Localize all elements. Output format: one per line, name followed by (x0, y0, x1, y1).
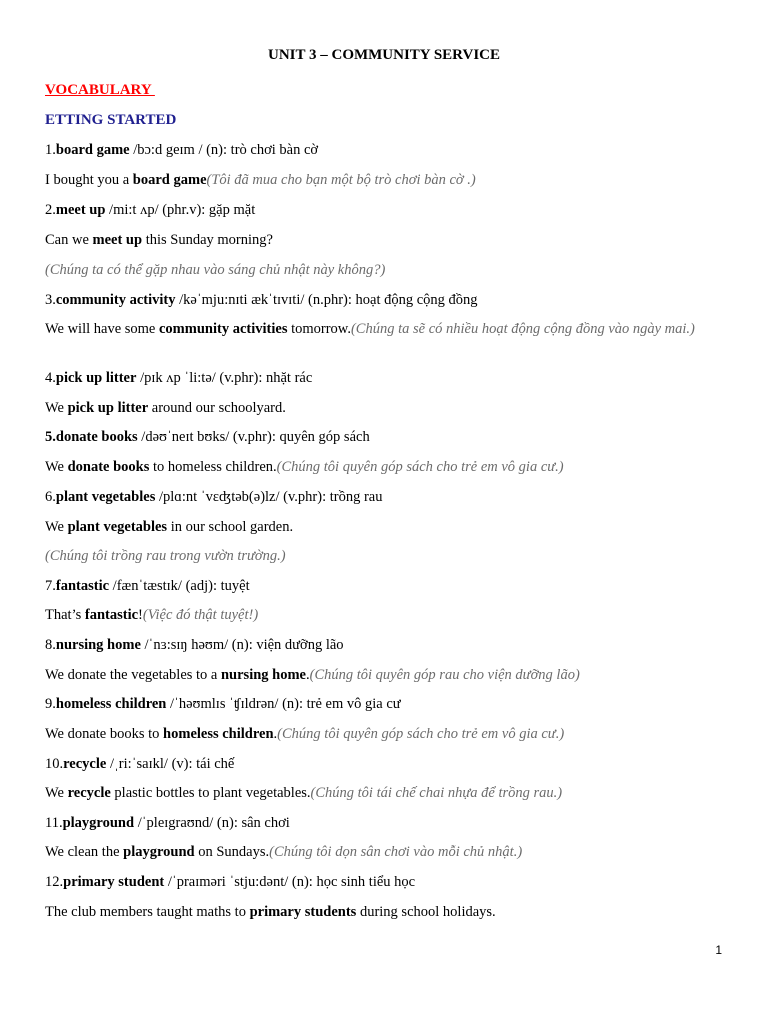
example-text: in our school garden. (167, 519, 294, 535)
example-translation: (Chúng tôi tái chế chai nhựa để trồng rau.) (310, 785, 563, 801)
vocab-entry-4 (45, 369, 705, 388)
entry-number: 1. (45, 142, 56, 158)
entry-number: 3. (45, 292, 56, 308)
entry-term: nursing home (55, 637, 141, 653)
entry-definition: /ˈpleɪgraʊnd/ (n): sân chơi (134, 815, 290, 831)
entry-term: meet up (55, 202, 106, 218)
example-term: playground (123, 844, 195, 860)
example-text: tomorrow. (287, 321, 351, 337)
entry-definition: /pɪk ʌp ˈli:tə/ (v.phr): nhặt rác (136, 370, 313, 386)
entry-number: 4. (45, 370, 56, 386)
vocab-entry-7 (45, 577, 705, 596)
vocab-entry-5 (45, 428, 705, 447)
vocab-entry-11 (45, 814, 705, 833)
example-text: . (273, 726, 278, 742)
example-text: I bought you a (45, 172, 133, 188)
example-term: community activities (159, 321, 288, 337)
vocab-entry-8 (45, 636, 705, 655)
entry-number: 2. (45, 202, 56, 218)
vocab-entry-1 (45, 141, 705, 160)
example-translation: (Chúng tôi quyên góp sách cho trẻ em vô gia cư.) (277, 726, 565, 742)
vocab-entry-3 (45, 291, 705, 310)
example-translation: (Chúng tôi dọn sân chơi vào mỗi chủ nhật.) (269, 844, 523, 860)
page-title: UNIT 3 – COMMUNITY SERVICE (268, 47, 500, 63)
entry-number: 5. (45, 429, 56, 445)
entry-number: 6. (45, 489, 56, 505)
example-sentence-5 (45, 458, 705, 477)
example-text: . (306, 667, 310, 683)
entry-term: primary student (63, 874, 165, 890)
entry-term: plant vegetables (55, 489, 156, 505)
example-sentence-10 (45, 784, 705, 803)
example-sentence-3 (45, 320, 705, 339)
entry-definition: /plɑ:nt ˈvɛʤtəb(ə)lz/ (v.phr): trồng rau (155, 489, 383, 505)
entry-number: 7. (45, 578, 56, 594)
entry-number: 12. (45, 874, 64, 890)
entry-term: playground (62, 815, 135, 831)
entry-definition: /ˈhəʊmlɪs ˈʧɪldrən/ (n): trẻ em vô gia cư (166, 696, 401, 712)
example-text: around our schoolyard. (148, 400, 286, 416)
entry-definition: /ˌri:ˈsaɪkl/ (v): tái chế (106, 756, 235, 772)
example-sentence-4 (45, 399, 705, 418)
page-number: 1 (715, 943, 722, 957)
entry-term: donate books (55, 429, 138, 445)
example-term: donate books (67, 459, 150, 475)
example-sentence-2 (45, 231, 705, 250)
example-text: We (45, 519, 68, 535)
example-text: We clean the (45, 844, 124, 860)
entry-definition: /ˈpraɪməri ˈstju:dənt/ (n): học sinh tiểu học (164, 874, 416, 890)
example-translation: (Chúng tôi quyên góp sách cho trẻ em vô gia cư.) (276, 459, 564, 475)
vocab-entry-2 (45, 201, 705, 220)
vocab-entry-9 (45, 695, 705, 714)
example-text: The club members taught maths to (45, 904, 250, 920)
entry-definition: /bɔ:d geɪm / (n): trò chơi bàn cờ (129, 142, 319, 158)
example-text: We (45, 459, 68, 475)
example-term: board game (132, 172, 207, 188)
entry-term: community activity (55, 292, 176, 308)
example-translation: (Tôi đã mua cho bạn một bộ trò chơi bàn cờ .) (206, 172, 476, 188)
example-text: to homeless children. (149, 459, 277, 475)
entry-number: 11. (45, 815, 63, 831)
example-text: We donate books to (45, 726, 164, 742)
example-sentence-7 (45, 606, 705, 625)
vocab-entry-12 (45, 873, 705, 892)
entry-definition: /mi:t ʌp/ (phr.v): gặp mặt (105, 202, 256, 218)
vocabulary-heading: VOCABULARY (45, 82, 155, 98)
example-translation: (Chúng ta sẽ có nhiều hoạt động cộng đồng vào ngày mai.) (350, 321, 695, 337)
example-sentence-11 (45, 843, 705, 862)
entry-number: 8. (45, 637, 56, 653)
example-translation: (Chúng tôi quyên góp rau cho viện dưỡng lão) (309, 667, 580, 683)
example-term: nursing home (220, 667, 306, 683)
entry-term: board game (55, 142, 130, 158)
example-term: homeless children (163, 726, 274, 742)
example-text: ! (138, 607, 143, 623)
entry-definition: /kəˈmju:nɪti ækˈtɪvɪti/ (n.phr): hoạt động cộng đồng (175, 292, 478, 308)
section-heading: ETTING STARTED (45, 112, 177, 128)
example-text: We (45, 400, 68, 416)
example-text: this Sunday morning? (142, 232, 273, 248)
example-text: Can we (45, 232, 93, 248)
example-text: plastic bottles to plant vegetables. (110, 785, 311, 801)
example-text: We donate the vegetables to a (45, 667, 221, 683)
entry-term: pick up litter (55, 370, 137, 386)
entry-definition: /ˈnɜ:sɪŋ həʊm/ (n): viện dưỡng lão (140, 637, 344, 653)
vocab-entry-10 (45, 755, 705, 774)
example-sentence-6 (45, 518, 705, 537)
example-sentence-9 (45, 725, 705, 744)
example-term: meet up (92, 232, 143, 248)
example-translation-2 (45, 261, 705, 280)
entry-definition: /dəʊˈneɪt bʊks/ (v.phr): quyên góp sách (137, 429, 370, 445)
example-term: recycle (67, 785, 111, 801)
example-term: pick up litter (67, 400, 149, 416)
entry-definition: /fænˈtæstɪk/ (adj): tuyệt (109, 578, 250, 594)
example-text: We (45, 785, 68, 801)
example-sentence-8 (45, 666, 705, 685)
vocab-entry-6 (45, 488, 705, 507)
entry-term: homeless children (55, 696, 167, 712)
entry-number: 9. (45, 696, 56, 712)
example-translation: (Việc đó thật tuyệt!) (142, 607, 259, 623)
example-sentence-12 (45, 903, 705, 922)
example-translation-6 (45, 547, 705, 566)
example-translation: (Chúng ta có thể gặp nhau vào sáng chủ nhật này không?) (45, 262, 386, 278)
entry-term: fantastic (55, 578, 110, 594)
example-sentence-1 (45, 171, 705, 190)
example-translation: (Chúng tôi trồng rau trong vườn trường.) (45, 548, 286, 564)
example-text: on Sundays. (194, 844, 270, 860)
example-term: plant vegetables (67, 519, 168, 535)
example-text: We will have some (45, 321, 159, 337)
example-text: during school holidays. (356, 904, 496, 920)
example-term: primary students (249, 904, 357, 920)
entry-number: 10. (45, 756, 64, 772)
example-text: That’s (45, 607, 85, 623)
example-term: fantastic (84, 607, 139, 623)
entry-term: recycle (63, 756, 107, 772)
